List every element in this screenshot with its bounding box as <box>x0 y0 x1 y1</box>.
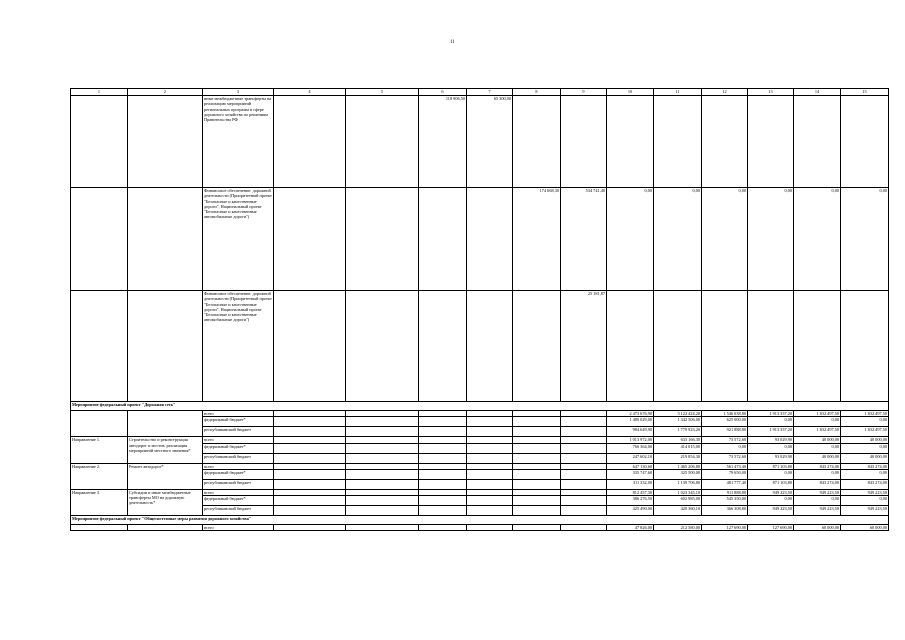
cell <box>561 525 607 531</box>
cell-value: 311 332,00 <box>607 479 654 489</box>
cell-label: всего <box>203 489 274 495</box>
cell <box>71 188 128 291</box>
cell <box>513 496 561 506</box>
cell <box>346 469 419 479</box>
col-header-13: 13 <box>748 89 794 96</box>
cell <box>607 96 654 188</box>
cell-value: 1 342 506,00 <box>654 417 702 427</box>
cell-value: 843 274,00 <box>794 463 841 469</box>
cell-value: 1 013 972,00 <box>607 437 654 443</box>
cell-value: 40 000,00 <box>794 437 841 443</box>
cell <box>467 496 513 506</box>
cell-value: 0,00 <box>841 496 889 506</box>
cell-label: федеральный бюджет* <box>203 417 274 427</box>
col-header-15: 15 <box>841 89 889 96</box>
cell-value: 949 223,50 <box>794 506 841 516</box>
cell <box>561 506 607 516</box>
cell-value: 1 913 337,20 <box>748 411 794 417</box>
table-row <box>71 525 889 531</box>
cell <box>346 96 419 188</box>
cell-value: 0,00 <box>794 496 841 506</box>
cell-label: республиканский бюджет <box>203 479 274 489</box>
cell-value: 843 274,00 <box>794 479 841 489</box>
cell <box>467 525 513 531</box>
cell-value: 1 465 206,80 <box>654 463 702 469</box>
cell-value: 0,00 <box>748 469 794 479</box>
cell-value: 0,00 <box>748 496 794 506</box>
cell <box>419 453 467 463</box>
cell <box>346 525 419 531</box>
cell-value: 949 223,50 <box>748 506 794 516</box>
cell-text: иные межбюджетные трансферты на реализацию мероприятий региональных программ в сфере дорожного хозяйства по решениям Правительства РФ <box>203 96 274 188</box>
cell-text: Финансовое обеспечение: дорожной деятельности (Приоритетный проект "Безопасные и качественные дороги", Национальный проект "Безопасные и качественные автомобильные дороги") <box>203 188 274 291</box>
cell-value: 73 572,60 <box>702 437 748 443</box>
cell-value: 1 832 497,50 <box>841 411 889 417</box>
cell-value: 481 777,40 <box>702 479 748 489</box>
cell <box>607 291 654 402</box>
cell <box>561 496 607 506</box>
col-header-3: 3 <box>203 89 274 96</box>
cell-value: 1 546 638,80 <box>702 411 748 417</box>
cell <box>702 96 748 188</box>
cell <box>841 291 889 402</box>
direction-name: Субсидии и иные межбюджетные трансферты МО на дорожную деятельность* <box>128 489 203 515</box>
cell-value: 0,00 <box>748 417 794 427</box>
cell <box>467 506 513 516</box>
cell-value: 0,00 <box>702 443 748 453</box>
cell <box>561 96 607 188</box>
cell-value: 625 000,00 <box>702 417 748 427</box>
cell <box>346 506 419 516</box>
cell <box>561 417 607 427</box>
cell <box>513 96 561 188</box>
cell-value: 633 166,30 <box>654 437 702 443</box>
cell <box>419 525 467 531</box>
cell-label: республиканский бюджет <box>203 453 274 463</box>
cell-value: 1 139 706,80 <box>654 479 702 489</box>
cell <box>274 479 346 489</box>
budget-table <box>70 88 889 531</box>
cell-value: 0,00 <box>748 443 794 453</box>
cell <box>467 479 513 489</box>
cell-value: 1 913 337,20 <box>748 427 794 437</box>
cell-value: 545 350,00 <box>702 496 748 506</box>
section-row <box>71 402 889 411</box>
cell <box>346 291 419 402</box>
cell-value: 47 826,00 <box>607 525 654 531</box>
col-header-2: 2 <box>128 89 203 96</box>
cell <box>128 291 203 402</box>
cell <box>794 96 841 188</box>
cell-value: 93 029,90 <box>748 437 794 443</box>
cell <box>561 427 607 437</box>
col-header-7: 7 <box>467 89 513 96</box>
cell <box>128 525 203 531</box>
cell <box>561 479 607 489</box>
col-header-12: 12 <box>702 89 748 96</box>
cell-value: 174 668,30 <box>513 188 561 291</box>
section-row <box>71 516 889 525</box>
cell-value: 0,00 <box>654 188 702 291</box>
cell-value: 0,00 <box>794 417 841 427</box>
cell <box>274 506 346 516</box>
col-header-4: 4 <box>274 89 346 96</box>
cell-value: 73 572,60 <box>702 453 748 463</box>
cell <box>128 96 203 188</box>
header-row <box>71 89 889 96</box>
page-number: 11 <box>450 40 455 45</box>
cell-value: 1 832 497,50 <box>794 427 841 437</box>
cell-label: федеральный бюджет* <box>203 496 274 506</box>
cell-value: 65 300,00 <box>467 96 513 188</box>
cell-value: 325 500,00 <box>654 469 702 479</box>
cell <box>346 188 419 291</box>
cell <box>419 506 467 516</box>
cell <box>419 443 467 453</box>
cell <box>513 469 561 479</box>
cell-value: 1 779 923,20 <box>654 427 702 437</box>
cell <box>513 417 561 427</box>
col-header-5: 5 <box>346 89 419 96</box>
cell <box>513 443 561 453</box>
cell-value: 335 747,60 <box>607 469 654 479</box>
cell-text: Финансовое обеспечение: дорожной деятельности (Приоритетный проект "Безопасные и качественные дороги", Национальный проект "Безопасные и качественные автомобильные дороги") <box>203 291 274 402</box>
cell <box>346 496 419 506</box>
cell-value: 1 832 497,50 <box>841 427 889 437</box>
cell <box>467 443 513 453</box>
cell-value: 1 832 497,50 <box>794 411 841 417</box>
direction-number: Направление 3. <box>71 489 128 515</box>
table-row <box>71 291 889 402</box>
cell <box>274 525 346 531</box>
direction-name: Ремонт автодорог* <box>128 463 203 489</box>
cell-value: 425 490,00 <box>607 506 654 516</box>
cell-value: 2 473 676,90 <box>607 411 654 417</box>
cell-value: 534 741,40 <box>561 188 607 291</box>
cell-value: 0,00 <box>841 188 889 291</box>
cell <box>274 188 346 291</box>
cell-label: всего <box>203 525 274 531</box>
cell <box>71 291 128 402</box>
cell-value: 0,00 <box>748 188 794 291</box>
cell-value: 93 029,90 <box>748 453 794 463</box>
cell <box>274 417 346 427</box>
cell <box>274 443 346 453</box>
col-header-11: 11 <box>654 89 702 96</box>
cell <box>794 291 841 402</box>
cell <box>419 427 467 437</box>
col-header-8: 8 <box>513 89 561 96</box>
cell-value: 0,00 <box>794 443 841 453</box>
cell-value: 0,00 <box>794 469 841 479</box>
table-row <box>71 96 889 188</box>
cell-value: 984 649,90 <box>607 427 654 437</box>
cell <box>702 291 748 402</box>
cell <box>419 496 467 506</box>
col-header-10: 10 <box>607 89 654 96</box>
cell <box>513 453 561 463</box>
cell-value: 0,00 <box>794 188 841 291</box>
cell-value: 40 000,00 <box>841 453 889 463</box>
cell <box>274 453 346 463</box>
cell-value: 40 000,00 <box>794 453 841 463</box>
cell-value: 118 906,50 <box>419 96 467 188</box>
cell-value: 0,00 <box>841 469 889 479</box>
cell-value: 949 223,50 <box>794 489 841 495</box>
cell <box>561 453 607 463</box>
cell-value: 127 690,00 <box>702 525 748 531</box>
cell-value: 0,00 <box>607 188 654 291</box>
cell-value: 812 457,30 <box>607 489 654 495</box>
cell <box>274 469 346 479</box>
cell <box>346 417 419 427</box>
cell-value: 40 000,00 <box>841 437 889 443</box>
cell <box>467 427 513 437</box>
cell-value: 386 276,50 <box>607 496 654 506</box>
cell-value: 1 489 029,00 <box>607 417 654 427</box>
cell <box>561 469 607 479</box>
cell-value: 127 690,00 <box>748 525 794 531</box>
cell <box>513 525 561 531</box>
cell-label: федеральный бюджет* <box>203 443 274 453</box>
cell <box>467 453 513 463</box>
cell <box>467 417 513 427</box>
col-header-9: 9 <box>561 89 607 96</box>
cell-label: республиканский бюджет <box>203 427 274 437</box>
cell-value: 911 888,80 <box>702 489 748 495</box>
cell-value: 79 650,00 <box>702 469 748 479</box>
cell <box>467 469 513 479</box>
cell <box>654 291 702 402</box>
cell <box>71 525 128 531</box>
cell-value: 647 130,60 <box>607 463 654 469</box>
col-header-6: 6 <box>419 89 467 96</box>
cell <box>419 188 467 291</box>
cell-value: 949 223,50 <box>841 506 889 516</box>
cell-value: 1 023 345,10 <box>654 489 702 495</box>
cell-value: 60 000,00 <box>841 525 889 531</box>
cell-label: всего <box>203 463 274 469</box>
cell <box>561 443 607 453</box>
cell <box>748 291 794 402</box>
cell <box>346 453 419 463</box>
cell-value: 602 985,00 <box>654 496 702 506</box>
col-header-1: 1 <box>71 89 128 96</box>
cell-value: 561 473,40 <box>702 463 748 469</box>
cell-value: 0,00 <box>841 417 889 427</box>
cell <box>419 469 467 479</box>
cell <box>419 291 467 402</box>
cell <box>71 96 128 188</box>
cell-label: федеральный бюджет* <box>203 469 274 479</box>
col-header-14: 14 <box>794 89 841 96</box>
cell <box>513 479 561 489</box>
cell-value: 219 854,30 <box>654 453 702 463</box>
cell-value: 420 360,10 <box>654 506 702 516</box>
cell-value: 60 000,00 <box>794 525 841 531</box>
cell <box>346 427 419 437</box>
cell-value: 366 308,80 <box>702 506 748 516</box>
cell <box>513 427 561 437</box>
cell-value: 871 103,80 <box>748 463 794 469</box>
cell-value: 921 888,80 <box>702 427 748 437</box>
cell <box>128 188 203 291</box>
cell-value: 871 103,80 <box>748 479 794 489</box>
cell-value: 949 223,50 <box>748 489 794 495</box>
cell <box>346 443 419 453</box>
direction-number: Направление 2. <box>71 463 128 489</box>
cell <box>71 411 128 437</box>
cell-value: 766 364,00 <box>607 443 654 453</box>
cell-value: 0,00 <box>841 443 889 453</box>
cell <box>346 479 419 489</box>
cell-value: 3 122 424,20 <box>654 411 702 417</box>
cell-value: 949 223,50 <box>841 489 889 495</box>
cell <box>748 96 794 188</box>
cell <box>467 188 513 291</box>
cell <box>419 479 467 489</box>
cell <box>841 96 889 188</box>
cell-value: 843 274,00 <box>841 479 889 489</box>
cell <box>274 96 346 188</box>
section-title: Мероприятие федеральный проект "Общесистемные меры развития дорожного хозяйства" <box>71 516 889 525</box>
cell <box>128 411 203 437</box>
cell <box>419 417 467 427</box>
cell-label: всего <box>203 437 274 443</box>
section-title: Мероприятие федеральный проект "Дорожная сеть" <box>71 402 889 411</box>
cell-label: всего <box>203 411 274 417</box>
direction-name: Строительство и реконструкция автодорог и мостов, реализация мероприятий местного значения* <box>128 437 203 463</box>
table-row <box>71 188 889 291</box>
cell-value: 25 181,87 <box>561 291 607 402</box>
cell <box>513 291 561 402</box>
cell-value: 414 015,00 <box>654 443 702 453</box>
cell-value: 212 580,00 <box>654 525 702 531</box>
cell <box>274 291 346 402</box>
cell-value: 247 602,10 <box>607 453 654 463</box>
cell-label: республиканский бюджет <box>203 506 274 516</box>
cell <box>274 427 346 437</box>
direction-number: Направление 1. <box>71 437 128 463</box>
cell-value: 843 274,00 <box>841 463 889 469</box>
cell <box>274 496 346 506</box>
cell <box>513 506 561 516</box>
cell <box>467 291 513 402</box>
cell <box>654 96 702 188</box>
cell-value: 0,00 <box>702 188 748 291</box>
